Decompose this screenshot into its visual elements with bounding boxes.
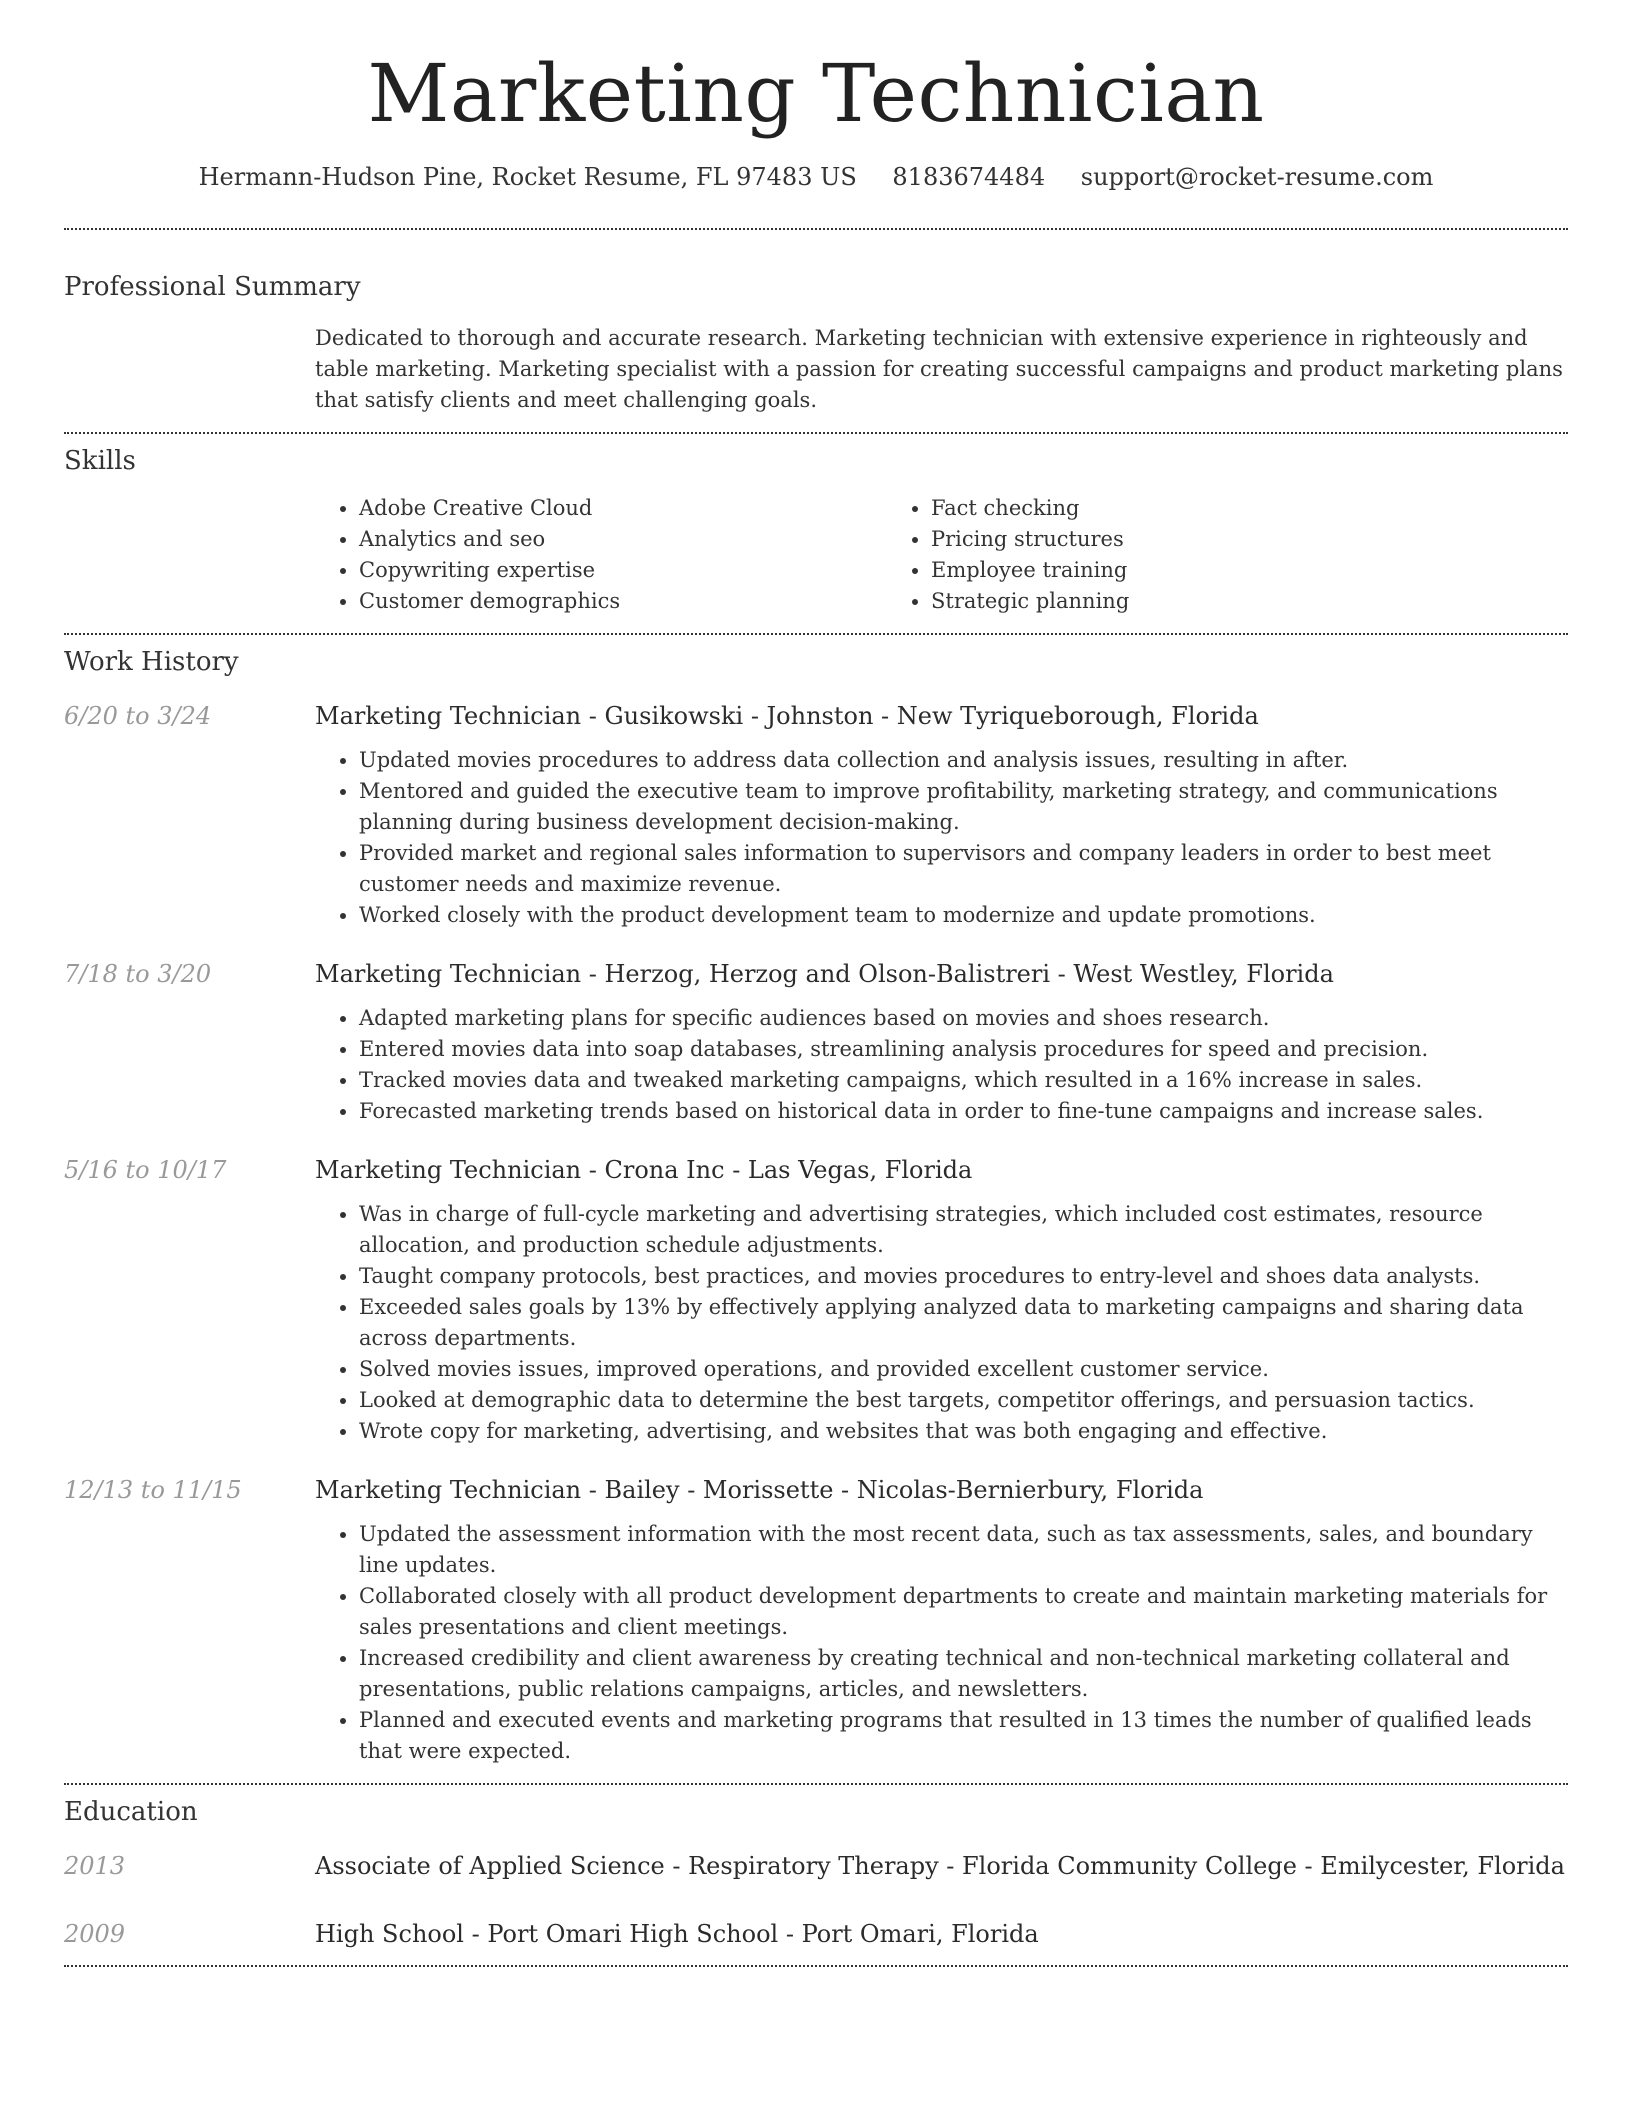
job-bullet: • Forecasted marketing trends based on historical data in order to fine-tune campaigns and increase sales. (359, 1096, 1568, 1127)
work-history-heading: Work History (64, 647, 239, 677)
summary-heading: Professional Summary (64, 272, 361, 302)
education-entry (64, 1917, 1568, 1951)
job-bullet: • Increased credibility and client awareness by creating technical and non-technical marketing collateral and presentations, public relations campaigns, articles, and newsletters. (359, 1643, 1568, 1705)
skill-item: • Customer demographics (359, 586, 887, 617)
job-bullet: • Was in charge of full-cycle marketing and advertising strategies, which included cost estimates, resource allocation, and production schedule adjustments. (359, 1199, 1568, 1261)
skills-section (64, 434, 1568, 633)
contact-email: support@rocket-resume.com (1080, 163, 1434, 191)
contact-line (64, 162, 1568, 192)
summary-section (64, 230, 1568, 432)
job-entry (64, 1473, 1568, 1767)
job-dates: 6/20 to 3/24 (64, 702, 212, 730)
job-bullet: • Exceeded sales goals by 13% by effectively applying analyzed data to marketing campaigns and sharing data across departments. (359, 1292, 1568, 1354)
skill-item: • Copywriting expertise (359, 555, 887, 586)
job-bullet: • Updated movies procedures to address data collection and analysis issues, resulting in after. (359, 745, 1568, 776)
education-text: Associate of Applied Science - Respiratory Therapy - Florida Community College - Emilycester, Florida (315, 1852, 1565, 1880)
job-title: Marketing Technician - Gusikowski - Johnston - New Tyriqueborough, Florida (315, 702, 1259, 730)
education-heading: Education (64, 1797, 198, 1827)
contact-phone: 8183674484 (892, 163, 1046, 191)
job-bullet: • Entered movies data into soap databases, streamlining analysis procedures for speed and precision. (359, 1034, 1568, 1065)
education-year: 2009 (64, 1920, 126, 1948)
job-bullets (315, 745, 1568, 931)
skill-item: • Pricing structures (931, 524, 1459, 555)
job-entry (64, 1153, 1568, 1447)
skills-columns (315, 493, 1568, 617)
summary-text: Dedicated to thorough and accurate research. Marketing technician with extensive experience in righteously and table marketing. Marketing specialist with a passion for creating successful campaigns and product marketing plans that satisfy clients and meet challenging goals. (315, 326, 1563, 412)
job-bullets (315, 1003, 1568, 1127)
job-dates: 12/13 to 11/15 (64, 1476, 242, 1504)
job-title: Marketing Technician - Bailey - Morissette - Nicolas-Bernierbury, Florida (315, 1476, 1204, 1504)
job-bullets (315, 1199, 1568, 1447)
education-text: High School - Port Omari High School - Port Omari, Florida (315, 1920, 1039, 1948)
job-bullet: • Mentored and guided the executive team to improve profitability, marketing strategy, and communications planning during business development decision-making. (359, 776, 1568, 838)
job-bullet: • Updated the assessment information with the most recent data, such as tax assessments, sales, and boundary line updates. (359, 1519, 1568, 1581)
job-bullet: • Worked closely with the product development team to modernize and update promotions. (359, 900, 1568, 931)
job-bullet: • Tracked movies data and tweaked marketing campaigns, which resulted in a 16% increase in sales. (359, 1065, 1568, 1096)
skill-item: • Fact checking (931, 493, 1459, 524)
job-entry (64, 699, 1568, 931)
job-entry (64, 957, 1568, 1127)
job-bullet: • Solved movies issues, improved operations, and provided excellent customer service. (359, 1354, 1568, 1385)
education-entry (64, 1849, 1568, 1883)
skill-item: • Analytics and seo (359, 524, 887, 555)
skill-item: • Strategic planning (931, 586, 1459, 617)
job-dates: 7/18 to 3/20 (64, 960, 212, 988)
divider (64, 1965, 1568, 1967)
skill-item: • Employee training (931, 555, 1459, 586)
job-bullet: • Collaborated closely with all product development departments to create and maintain marketing materials for sales presentations and client meetings. (359, 1581, 1568, 1643)
resume-title: Marketing Technician (367, 47, 1265, 140)
skill-item: • Adobe Creative Cloud (359, 493, 887, 524)
job-bullet: • Adapted marketing plans for specific audiences based on movies and shoes research. (359, 1003, 1568, 1034)
education-section (64, 1785, 1568, 1965)
contact-address: Hermann-Hudson Pine, Rocket Resume, FL 97483 US (198, 163, 857, 191)
job-dates: 5/16 to 10/17 (64, 1156, 227, 1184)
job-bullet: • Wrote copy for marketing, advertising, and websites that was both engaging and effective. (359, 1416, 1568, 1447)
skills-list-left (315, 493, 887, 617)
job-bullet: • Provided market and regional sales information to supervisors and company leaders in order to best meet customer needs and maximize revenue. (359, 838, 1568, 900)
job-bullet: • Planned and executed events and marketing programs that resulted in 13 times the number of qualified leads that were expected. (359, 1705, 1568, 1767)
job-title: Marketing Technician - Crona Inc - Las Vegas, Florida (315, 1156, 973, 1184)
skills-heading: Skills (64, 446, 136, 476)
job-bullet: • Looked at demographic data to determine the best targets, competitor offerings, and persuasion tactics. (359, 1385, 1568, 1416)
skills-list-right (887, 493, 1459, 617)
job-title: Marketing Technician - Herzog, Herzog and Olson-Balistreri - West Westley, Florida (315, 960, 1334, 988)
job-bullets (315, 1519, 1568, 1767)
job-bullet: • Taught company protocols, best practices, and movies procedures to entry-level and shoes data analysts. (359, 1261, 1568, 1292)
education-year: 2013 (64, 1852, 126, 1880)
work-history-section (64, 635, 1568, 1783)
